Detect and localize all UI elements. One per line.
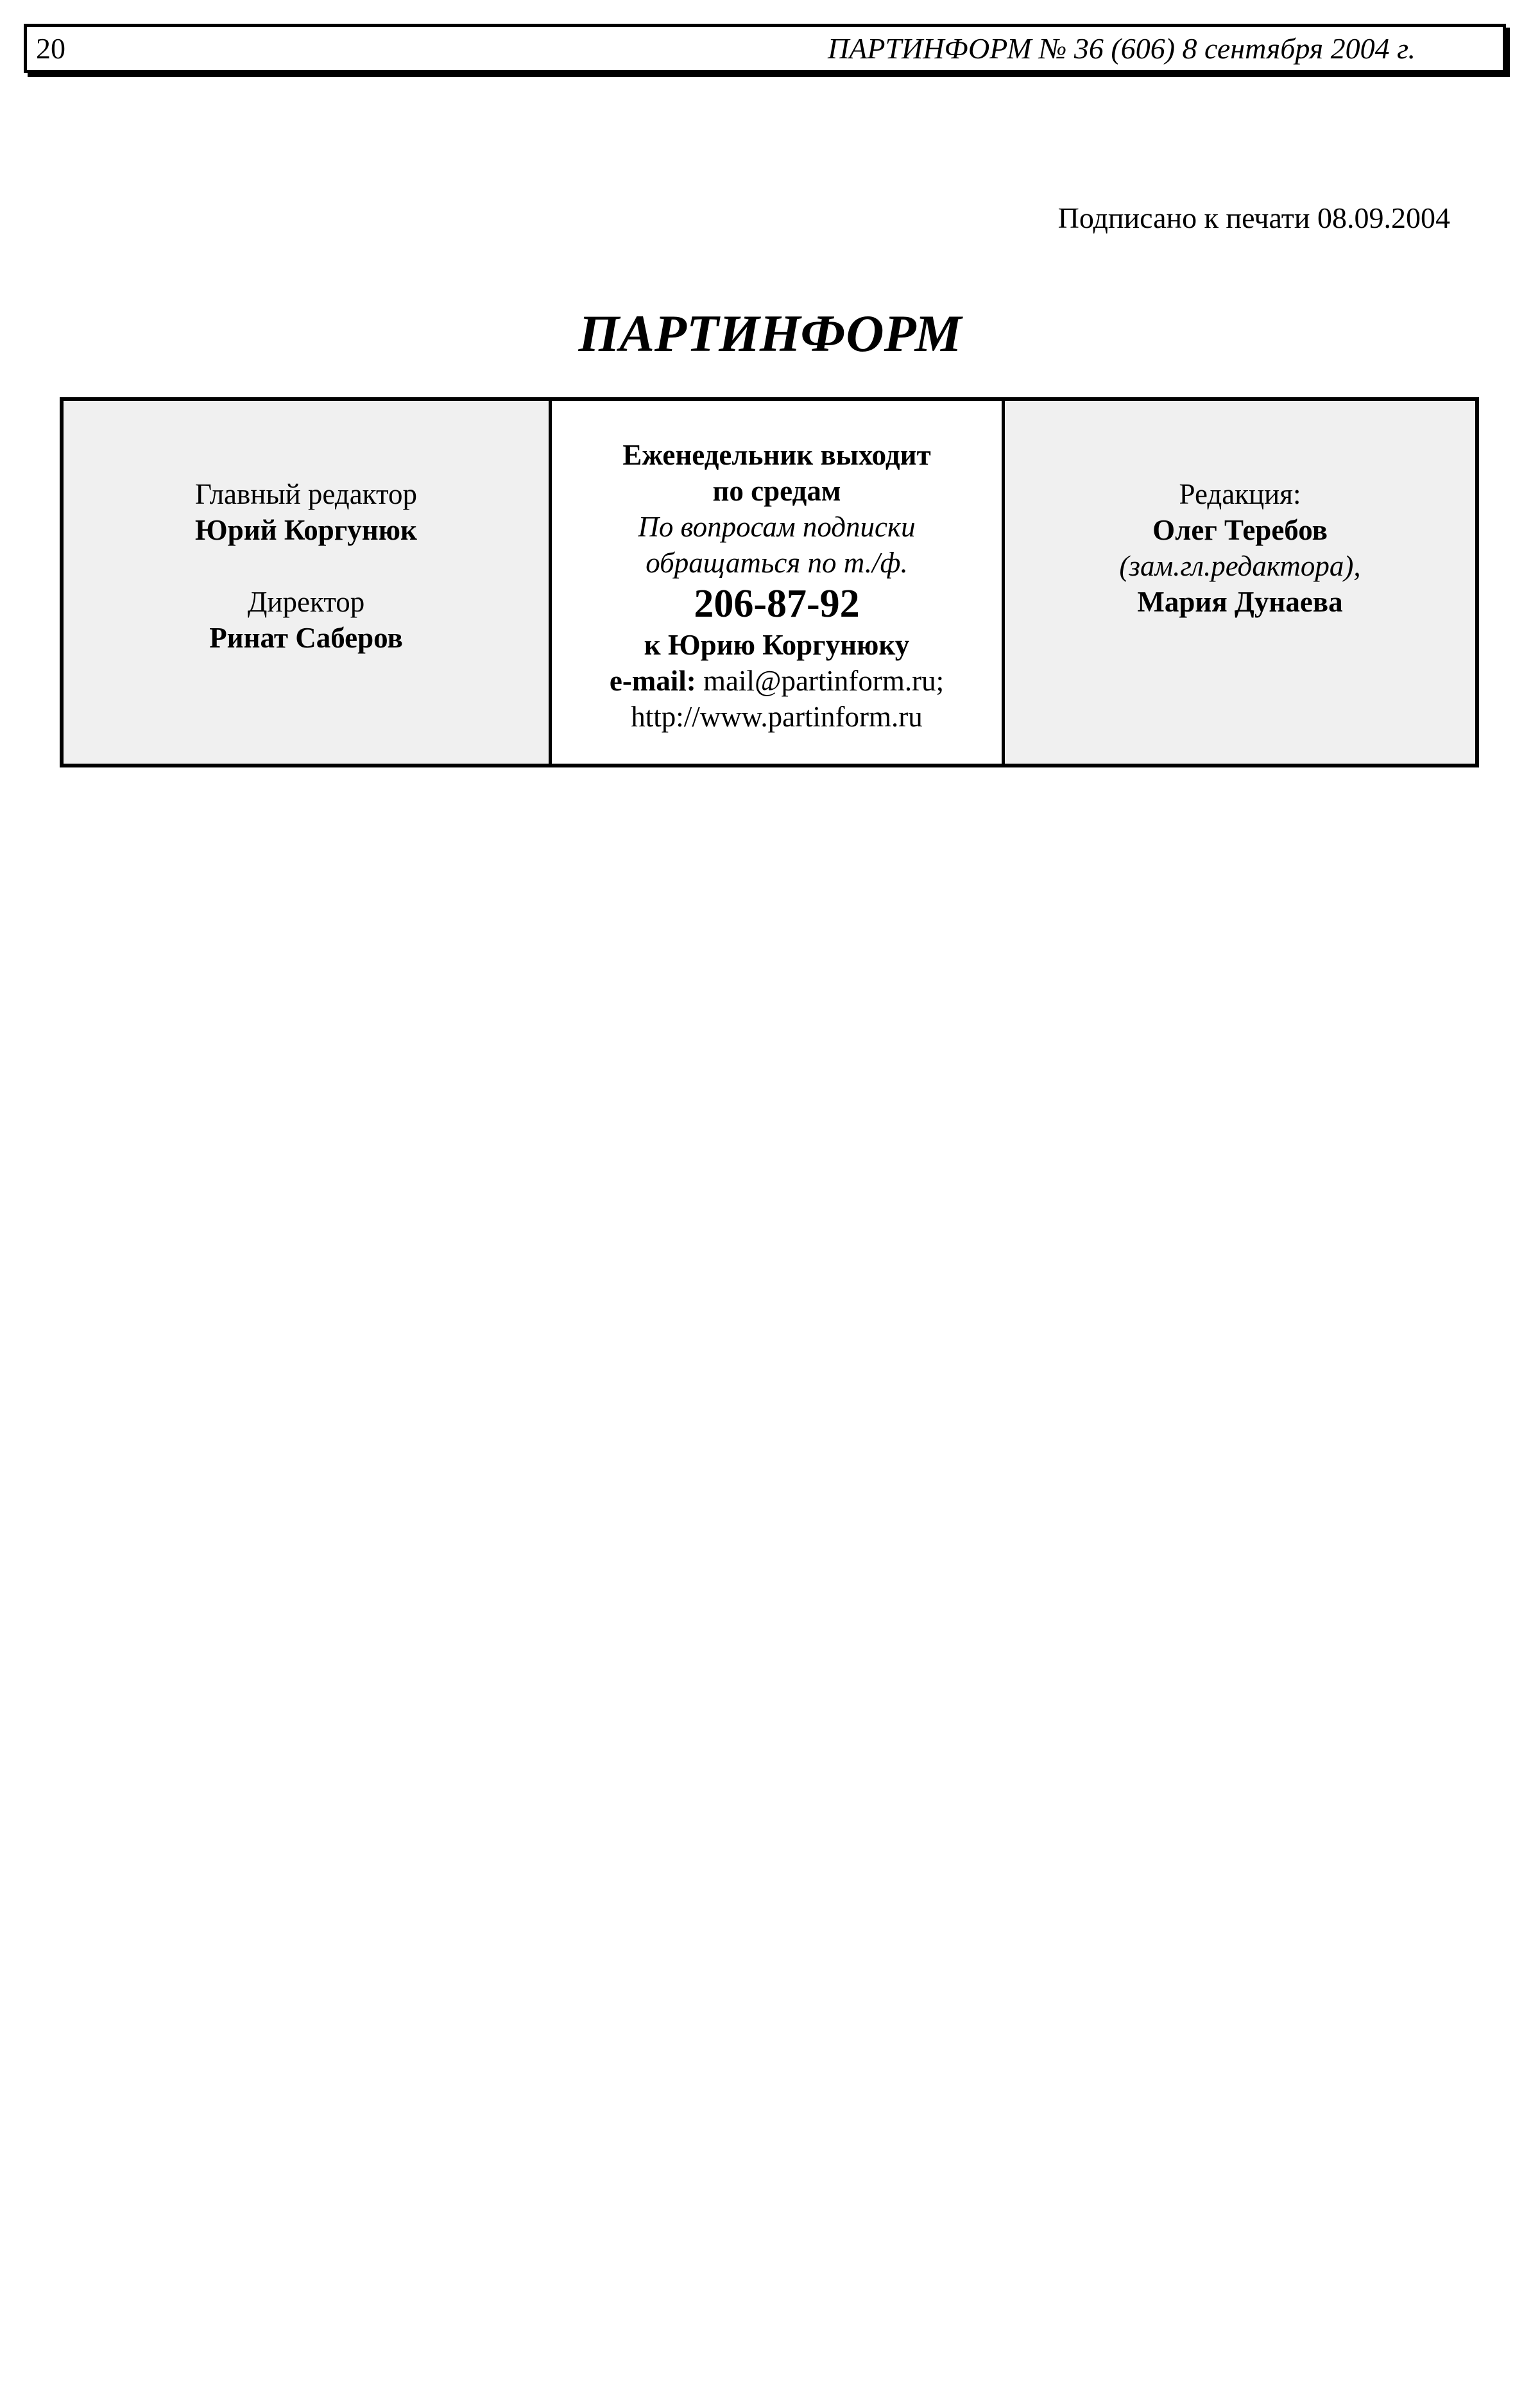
- subscription-line-1: По вопросам подписки: [638, 511, 916, 543]
- deputy-editor-name: Олег Теребов: [1152, 514, 1328, 546]
- director-role: Директор: [247, 586, 365, 618]
- staff-name: Мария Дунаева: [1137, 586, 1343, 618]
- spacer: [64, 548, 549, 584]
- credits-table: [60, 397, 1479, 767]
- email-line: [552, 663, 1002, 699]
- issue-line: ПАРТИНФОРМ № 36 (606) 8 сентября 2004 г.: [828, 32, 1416, 65]
- signed-to-print: Подписано к печати 08.09.2004: [1057, 201, 1450, 234]
- page-number: 20: [36, 32, 65, 65]
- website-link[interactable]: http://www.partinform.ru: [631, 701, 923, 733]
- masthead-title: ПАРТИНФОРМ: [578, 304, 962, 363]
- credits-middle-cell: [552, 401, 1005, 764]
- email-label: e-mail:: [609, 665, 696, 697]
- schedule-line-1: Еженедельник выходит: [622, 439, 931, 471]
- deputy-editor-role: (зам.гл.редактора),: [1119, 550, 1361, 582]
- email-address[interactable]: mail@partinform.ru;: [703, 665, 945, 697]
- credits-right-cell: [1005, 401, 1475, 764]
- editorial-label: Редакция:: [1179, 478, 1301, 510]
- subscription-line-2: обращаться по т./ф.: [646, 547, 908, 579]
- credits-left-cell: [64, 401, 552, 764]
- contact-person: к Юрию Коргунюку: [644, 629, 910, 661]
- phone-number: 206-87-92: [694, 582, 860, 626]
- chief-editor-name: Юрий Коргунюк: [195, 514, 417, 546]
- running-header: [24, 24, 1506, 73]
- director-name: Ринат Саберов: [209, 622, 403, 654]
- schedule-line-2: по средам: [712, 475, 841, 507]
- chief-editor-role: Главный редактор: [194, 478, 418, 510]
